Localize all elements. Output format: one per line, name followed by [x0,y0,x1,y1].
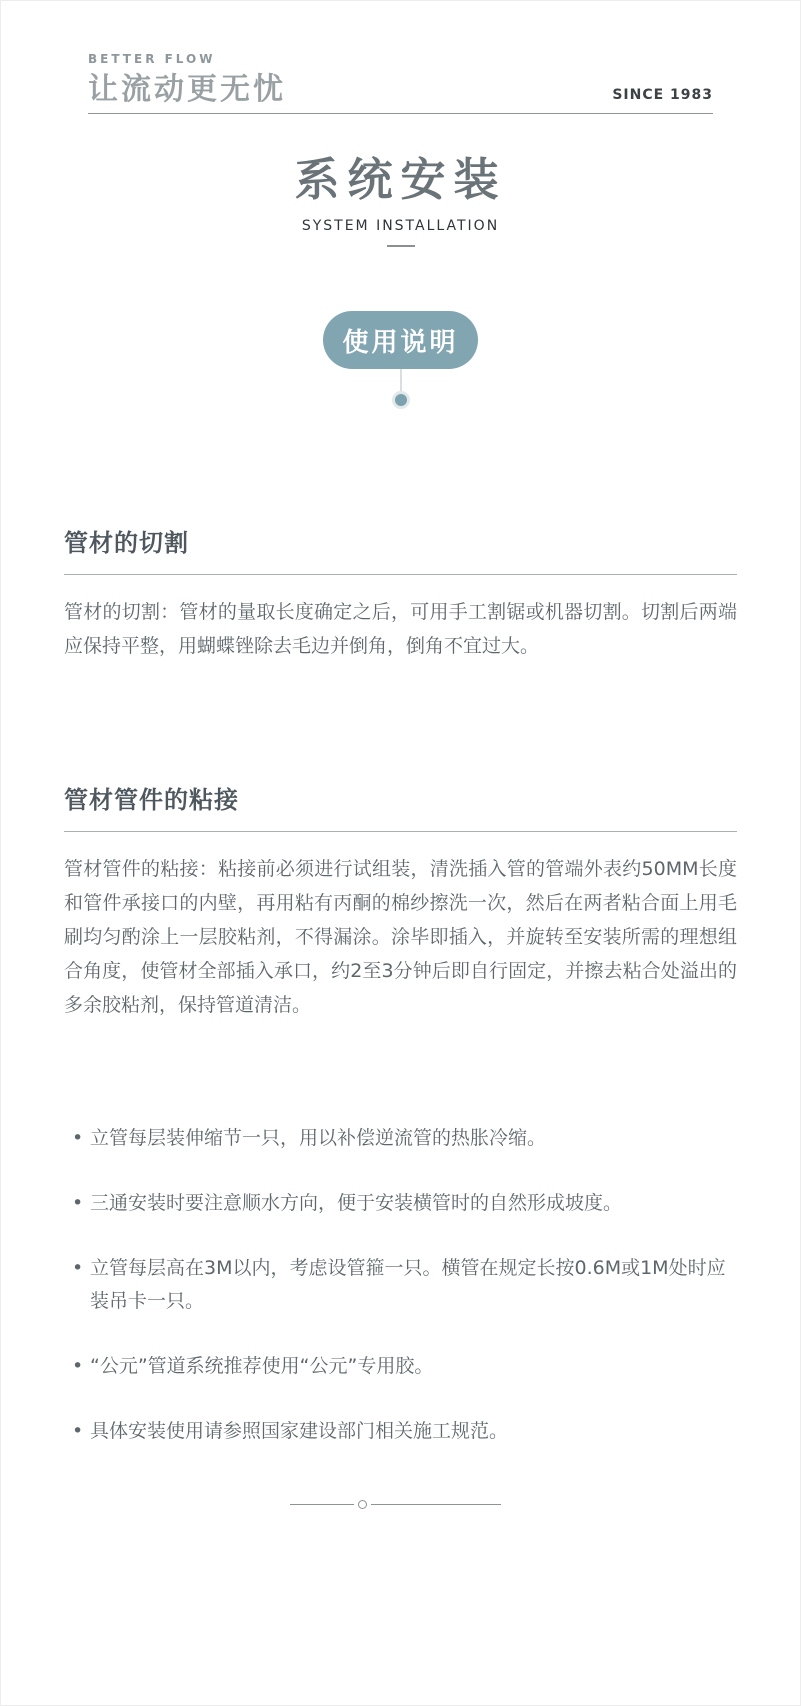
bullet-dot-icon: • [72,1257,84,1279]
note-text: 三通安装时要注意顺水方向，便于安装横管时的自然形成坡度。 [90,1192,623,1214]
badge-connector-line [400,369,402,391]
footer-line-left [290,1504,354,1505]
section-heading: 管材管件的粘接 [64,786,239,814]
list-item [64,1252,737,1318]
section-body: 管材管件的粘接：粘接前必须进行试组装，清洗插入管的管端外表约50MM长度和管件承接口的内壁，再用粘有丙酮的棉纱擦洗一次，然后在两者粘合面上用毛刷均匀酌涂上一层胶粘剂，不得漏涂。涂毕即插入，并旋转至安装所需的理想组合角度，使管材全部插入承口，约2至3分钟后即自行固定，并擦去粘合处溢出的多余胶粘剂，保持管道清洁。 [64,858,737,1016]
list-item [64,1187,737,1220]
bullet-dot-icon: • [72,1192,84,1214]
since-label: SINCE 1983 [612,87,713,103]
page-subtitle: SYSTEM INSTALLATION [301,218,500,234]
bullet-dot-icon: • [72,1127,84,1149]
note-text: “公元”管道系统推荐使用“公元”专用胶。 [90,1355,434,1377]
page-title: 系统安装 [294,153,507,206]
list-item [64,1122,737,1155]
usage-badge-block [0,311,801,409]
usage-badge-button[interactable]: 使用说明 [323,311,478,369]
note-text: 立管每层装伸缩节一只，用以补偿逆流管的热胀冷缩。 [90,1127,547,1149]
section-divider [64,831,737,832]
footer-line-right [371,1504,501,1505]
list-item [64,1350,737,1383]
footer-decoration [290,1500,501,1509]
note-text: 具体安装使用请参照国家建设部门相关施工规范。 [90,1420,509,1442]
list-item [64,1415,737,1448]
brand-logo: 让流动更无忧 [88,72,286,107]
section-body: 管材的切割：管材的量取长度确定之后，可用手工割锯或机器切割。切割后两端应保持平整，用蝴蝶锉除去毛边并倒角，倒角不宜过大。 [64,601,737,657]
hero-block [0,154,801,247]
bullet-dot-icon: • [72,1420,84,1442]
brand-tagline: BETTER FLOW [88,52,216,66]
section-divider [64,574,737,575]
page-header [0,0,801,109]
section-pipe-cutting [64,526,737,663]
title-underline [387,245,415,247]
note-text: 立管每层高在3M以内，考虑设管箍一只。横管在规定长按0.6M或1M处时应装吊卡一只。 [90,1257,726,1312]
section-pipe-bonding [64,783,737,1022]
badge-dot-icon [392,391,410,409]
footer-circle-icon [358,1500,367,1509]
section-heading: 管材的切割 [64,529,189,557]
installation-notes-list [64,1122,737,1448]
bullet-dot-icon: • [72,1355,84,1377]
header-divider [88,113,713,114]
